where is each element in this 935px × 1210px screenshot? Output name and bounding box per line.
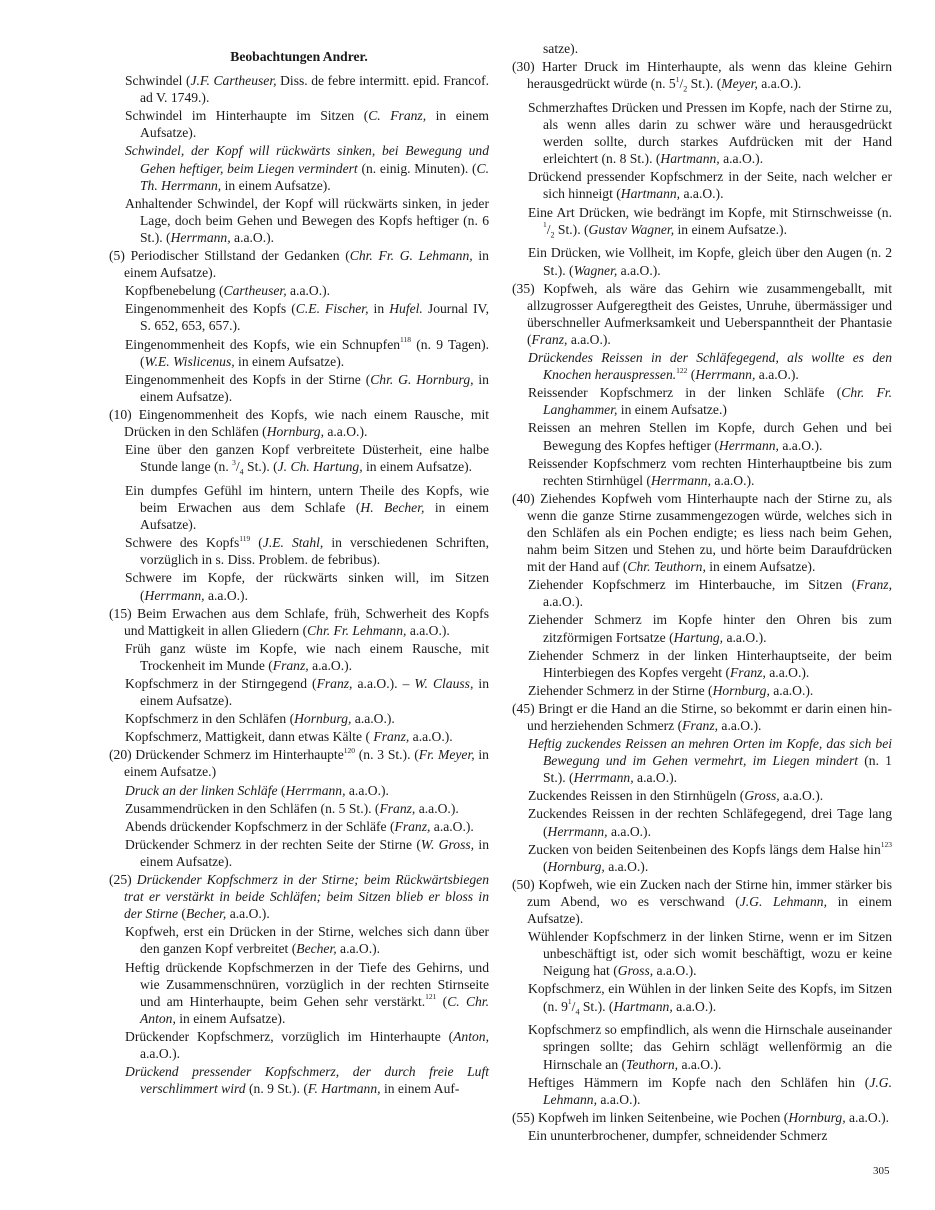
right_column-entry: (30) Harter Druck im Hinterhaupte, als wenn das kleine Gehirn herausgedrückt würde (n. $5^1/_2$ St.). (Meyer, a.a.O.).: [512, 59, 892, 94]
left_column-entry: Eine über den ganzen Kopf verbreitete Düsterheit, eine halbe Stunde lange (n. $^3/_4$ St.). (J. Ch. Hartung, in einem Aufsatze).: [125, 442, 489, 477]
right_column-entry: Wühlender Kopfschmerz in der linken Stirne, wenn er im Sitzen unbeschäftigt ist, oder sich womit beschäftigt, wozu er keine Neigung hat (Gross, a.a.O.).: [528, 929, 892, 979]
right-entries: [512, 40, 892, 1144]
right_column-entry: Kopfschmerz, ein Wühlen in der linken Seite des Kopfs, im Sitzen (n. $9^1/_4$ St.). (Hartmann, a.a.O.).: [528, 981, 892, 1017]
right_column-entry: (50) Kopfweh, wie ein Zucken nach der Stirne hin, immer stärker bis zum Abend, wo es verschwand (J.G. Lehmann, in einem Aufsatze).: [512, 876, 892, 927]
left_column-entry: Ein dumpfes Gefühl im hintern, untern Theile des Kopfs, wie beim Erwachen aus dem Schlafe (H. Becher, in einem Aufsatze).: [125, 482, 490, 533]
right_column-entry: Zuckendes Reissen in der rechten Schläfegegend, drei Tage lang (Herrmann, a.a.O.).: [528, 806, 892, 839]
left_column-entry: Anhaltender Schwindel, der Kopf will rückwärts sinken, in jeder Lage, doch beim Gehen und Bewegen des Kopfs heftiger (n. 6 St.). (Herrmann, a.a.O.).: [125, 195, 489, 245]
left_column-entry: Kopfschmerz in der Stirngegend (Franz, a.a.O.). – W. Clauss, in einem Aufsatze).: [125, 676, 489, 709]
left_column-entry: (20) Drückender Schmerz im Hinterhaupte$^{120}$ (n. 3 St.). (Fr. Meyer, in einem Aufsatze.): [109, 745, 489, 780]
left_column-entry: Eingenommenheit des Kopfs in der Stirne (Chr. G. Hornburg, in einem Aufsatze).: [125, 371, 489, 404]
left_column-entry: Heftig drückende Kopfschmerzen in der Tiefe des Gehirns, und wie Zusammenschnüren, vorzüglich in der rechten Stirnseite und am Hinterhaupte, beim Gehen sehr verstärkt.$^{121}$ (C. Chr. Anton, in einem Aufsatze).: [125, 959, 489, 1026]
right_column-entry: Ziehender Schmerz in der Stirne (Hornburg, a.a.O.).: [528, 682, 814, 698]
left_column-entry: (15) Beim Erwachen aus dem Schlafe, früh, Schwerheit des Kopfs und Mattigkeit in allen Gliedern (Chr. Fr. Lehmann, a.a.O.).: [109, 605, 489, 638]
left_column-entry: Früh ganz wüste im Kopfe, wie nach einem Rausche, mit Trockenheit im Munde (Franz, a.a.O.).: [125, 640, 489, 673]
left-entries: [109, 72, 489, 1097]
right_column-entry: Ziehender Kopfschmerz im Hinterbauche, im Sitzen (Franz, a.a.O.).: [528, 577, 892, 610]
left_column-entry: Drückender Schmerz in der rechten Seite der Stirne (W. Gross, in einem Aufsatze).: [125, 836, 489, 869]
left_column-entry: Drückender Kopfschmerz, vorzüglich im Hinterhaupte (Anton, a.a.O.).: [125, 1028, 489, 1061]
right_column-entry: (35) Kopfweh, als wäre das Gehirn wie zusammengeballt, mit allzugrosser Aufgeregtheit des Geistes, Unruhe, übermässiger und überschneller Aufmerksamkeit und Ueberspanntheit der Phantasie (Franz, a.a.O.).: [512, 280, 892, 347]
left_column-entry: Kopfbenebelung (Cartheuser, a.a.O.).: [125, 283, 331, 299]
left_column-entry: (10) Eingenommenheit des Kopfs, wie nach einem Rausche, mit Drücken in den Schläfen (Hornburg, a.a.O.).: [109, 406, 489, 439]
right_column-entry: Ziehender Schmerz in der linken Hinterhauptseite, der beim Hinterbiegen des Kopfes vergeht (Franz, a.a.O.).: [528, 647, 892, 680]
right_column-entry: satze).: [543, 41, 579, 56]
left_column-entry: Eingenommenheit des Kopfs (C.E. Fischer, in Hufel. Journal IV, S. 652, 653, 657.).: [125, 301, 490, 334]
left_column-entry: Schwere im Kopfe, der rückwärts sinken will, im Sitzen (Herrmann, a.a.O.).: [125, 570, 489, 603]
left_column-entry: (5) Periodischer Stillstand der Gedanken (Chr. Fr. G. Lehmann, in einem Aufsatze).: [109, 248, 489, 281]
right_column-entry: Reissen an mehren Stellen im Kopfe, durch Gehen und bei Bewegung des Kopfes heftiger (Herrmann, a.a.O.).: [528, 420, 892, 453]
page-number: 305: [873, 1165, 890, 1177]
right_column-entry: Heftiges Hämmern im Kopfe nach den Schläfen hin (J.G. Lehmann, a.a.O.).: [528, 1074, 892, 1107]
right_column-entry: (55) Kopfweh im linken Seitenbeine, wie Pochen (Hornburg, a.a.O.).: [512, 1109, 890, 1125]
right_column-entry: Zucken von beiden Seitenbeinen des Kopfs längs dem Halse hin$^{123}$ (Hornburg, a.a.O.).: [528, 840, 892, 874]
right_column-entry: Schmerzhaftes Drücken und Pressen im Kopfe, nach der Stirne zu, als wenn alles darin zu schwer wäre und herausgedrückt werden sollte, durch starkes Aufdrücken mit der Hand erleichtert (n. 8 St.). (Hartmann, a.a.O.).: [528, 100, 892, 167]
left_column-entry: Zusammendrücken in den Schläfen (n. 5 St.). (Franz, a.a.O.).: [125, 800, 459, 816]
left_column-entry: Eingenommenheit des Kopfs, wie ein Schnupfen$^{118}$ (n. 9 Tagen). (W.E. Wislicenus, in einem Aufsatze).: [125, 334, 489, 369]
right_column-entry: Reissender Kopfschmerz in der linken Schläfe (Chr. Fr. Langhammer, in einem Aufsatze.): [528, 385, 892, 418]
right_column-entry: (40) Ziehendes Kopfweh vom Hinterhaupte nach der Stirne zu, als wenn die ganze Stirne zusammengezogen würde, welches sich in den Schläfen als ein Pochen endigte; es liess nach beim Gehen, nahm beim Sitzen und Stehen zu, und hörte beim Daraufdrücken mit der Hand auf (Chr. Teuthorn, in einem Aufsatze).: [512, 490, 892, 575]
right_column-entry: Ein Drücken, wie Vollheit, im Kopfe, gleich über den Augen (n. 2 St.). (Wagner, a.a.O.).: [528, 245, 892, 278]
left_column-entry: Schwere des Kopfs$^{119}$ (J.E. Stahl, in verschiedenen Schriften, vorzüglich in s. Diss. Problem. de febribus).: [125, 533, 489, 568]
left_column-entry: Abends drückender Kopfschmerz in der Schläfe (Franz, a.a.O.).: [125, 818, 474, 834]
left_column-entry: (25) Drückender Kopfschmerz in der Stirne; beim Rückwärtsbiegen trat er verstärkt in beide Schläfen; beim Sitzen blieb er bloss in der Stirne (Becher, a.a.O.).: [109, 872, 489, 922]
left_column-entry: Kopfschmerz, Mattigkeit, dann etwas Kälte ( Franz, a.a.O.).: [125, 729, 453, 745]
left_column-entry: Schwindel, der Kopf will rückwärts sinken, bei Bewegung und Gehen heftiger, beim Liegen vermindert (n. einig. Minuten). (C. Th. Herrmann, in einem Aufsatze).: [125, 143, 489, 193]
right-column: [512, 40, 892, 1145]
right_column-entry: Reissender Kopfschmerz vom rechten Hinterhauptbeine bis zum rechten Stirnhügel (Herrmann, a.a.O.).: [528, 455, 892, 488]
right_column-entry: Zuckendes Reissen in den Stirnhügeln (Gross, a.a.O.).: [528, 788, 824, 804]
right_column-entry: (45) Bringt er die Hand an die Stirne, so bekommt er darin einen hin- und herziehenden Schmerz (Franz, a.a.O.).: [512, 700, 892, 733]
right_column-entry: Ziehender Schmerz im Kopfe hinter den Ohren bis zum zitzförmigen Fortsatze (Hartung, a.a.O.).: [528, 612, 892, 645]
section-heading: Beobachtungen Andrer.: [230, 49, 368, 64]
left_column-entry: Drückend pressender Kopfschmerz, der durch freie Luft verschlimmert wird (n. 9 St.). (F. Hartmann, in einem Auf-: [125, 1064, 489, 1097]
right_column-entry: Drückend pressender Kopfschmerz in der Seite, nach welcher er sich hinneigt (Hartmann, a.a.O.).: [528, 169, 892, 202]
right_column-entry: Ein ununterbrochener, dumpfer, schneidender Schmerz: [528, 1127, 828, 1143]
left-column: [109, 42, 489, 1098]
left_column-entry: Kopfschmerz in den Schläfen (Hornburg, a.a.O.).: [125, 711, 395, 727]
left_column-entry: Kopfweh, erst ein Drücken in der Stirne, welches sich dann über den ganzen Kopf verbreitet (Becher, a.a.O.).: [125, 924, 489, 957]
right_column-entry: Eine Art Drücken, wie bedrängt im Kopfe, mit Stirnschweisse (n. $^1/_2$ St.). (Gustav Wagner, in einem Aufsatze.).: [528, 204, 892, 240]
right_column-entry: Kopfschmerz so empfindlich, als wenn die Hirnschale auseinander springen sollte; das Gehirn schlägt wellenförmig an die Hirnschale an (Teuthorn, a.a.O.).: [528, 1022, 892, 1072]
left_column-entry: Druck an der linken Schläfe (Herrmann, a.a.O.).: [125, 782, 389, 798]
left_column-entry: Schwindel (J.F. Cartheuser, Diss. de febre intermitt. epid. Francof. ad V. 1749.).: [125, 73, 489, 106]
left_column-entry: Schwindel im Hinterhaupte im Sitzen (C. Franz, in einem Aufsatze).: [125, 108, 489, 141]
right_column-entry: Drückendes Reissen in der Schläfegegend, als wollte es den Knochen herauspressen.$^{122}$ (Herrmann, a.a.O.).: [528, 350, 892, 383]
right_column-entry: Heftig zuckendes Reissen an mehren Orten im Kopfe, das sich bei Bewegung und im Gehen vermehrt, im Liegen mindert (n. 1 St.). (Herrmann, a.a.O.).: [528, 736, 892, 786]
